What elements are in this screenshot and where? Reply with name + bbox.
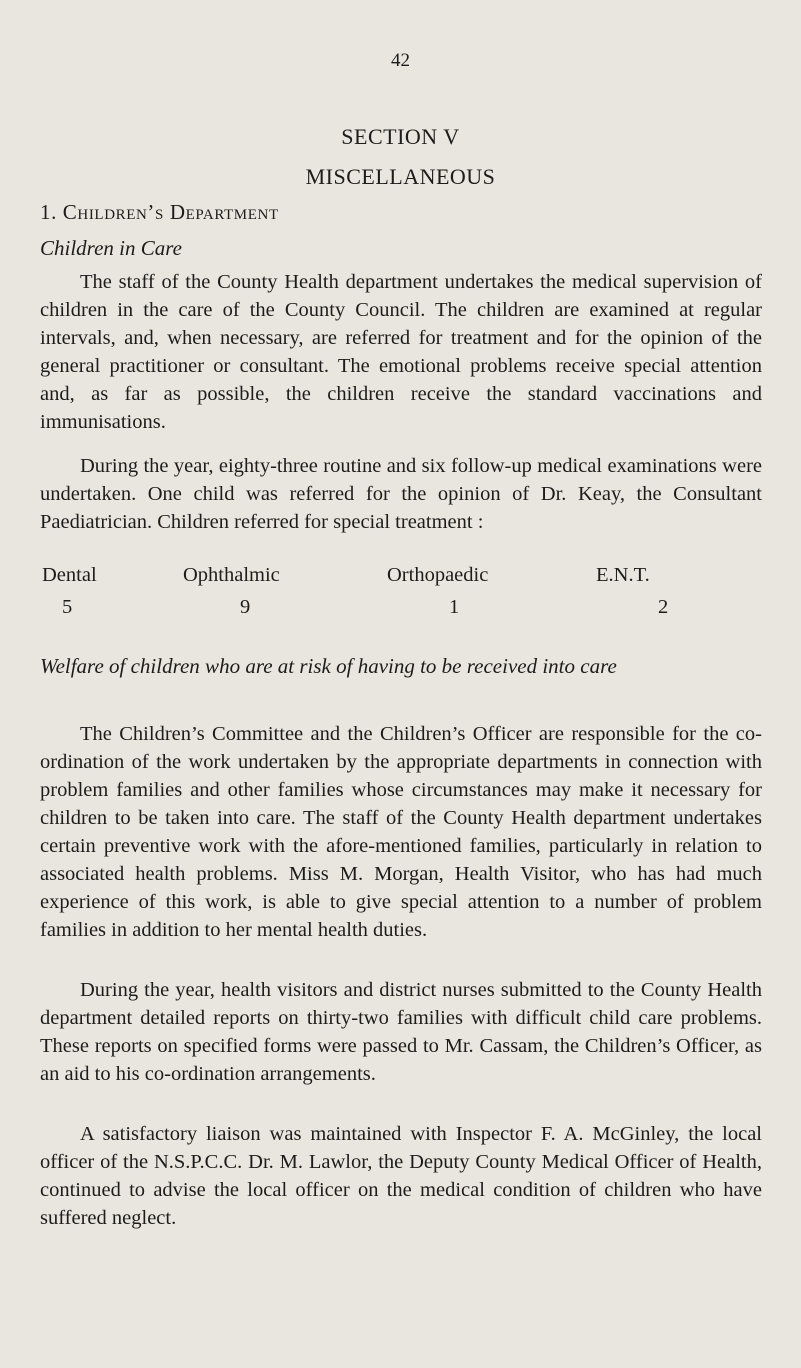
table-value-dental: 5 [62, 596, 73, 618]
treatment-table [40, 564, 762, 628]
table-value-ent: 2 [658, 596, 669, 618]
table-value-orthopaedic: 1 [449, 596, 460, 618]
table-value-ophthalmic: 9 [240, 596, 251, 618]
section-subtitle: MISCELLANEOUS [305, 164, 496, 189]
treatment-table-header-row [40, 564, 762, 596]
department-heading: 1. Children’s Department [40, 200, 279, 224]
children-in-care-subheading: Children in Care [40, 236, 182, 260]
table-header-ent: E.N.T. [596, 564, 650, 586]
paragraph-childrens-committee: The Children’s Committee and the Children’s Officer are responsible for the co-ordination of the work undertaken by the appropriate departments in connection with problem families and other families whose circumstances may make it necessary for children to be taken into care. The staff of the County Health department undertakes certain preventive work with the afore-mentioned families, particularly in relation to associated health problems. Miss M. Morgan, Health Visitor, who has had much experience of this work, is able to give special attention to a number of problem families in addition to her mental health duties. [40, 723, 762, 941]
table-header-ophthalmic: Ophthalmic [183, 564, 280, 586]
welfare-subheading: Welfare of children who are at risk of having to be received into care [40, 654, 617, 678]
treatment-table-value-row [40, 596, 762, 628]
paragraph-examinations: During the year, eighty-three routine and six follow-up medical examinations were undertaken. One child was referred for the opinion of Dr. Keay, the Consultant Paediatrician. Children referred for special treatment : [40, 455, 762, 533]
page-number: 42 [391, 50, 410, 71]
paragraph-medical-supervision: The staff of the County Health department undertakes the medical supervision of children in the care of the County Council. The children are examined at regular intervals, and, when necessary, are referred for treatment and for the opinion of the general practitioner or consultant. The emotional problems receive special attention and, as far as possible, the children receive the standard vaccinations and immunisations. [40, 271, 762, 433]
paragraph-nspcc-liaison: A satisfactory liaison was maintained with Inspector F. A. McGinley, the local officer of the N.S.P.C.C. Dr. M. Lawlor, the Deputy County Medical Officer of Health, continued to advise the local officer on the medical condition of children who have suffered neglect. [40, 1123, 762, 1229]
section-title: SECTION V [341, 124, 460, 149]
table-header-orthopaedic: Orthopaedic [387, 564, 489, 586]
table-header-dental: Dental [42, 564, 97, 586]
paragraph-health-visitor-reports: During the year, health visitors and district nurses submitted to the County Health department detailed reports on thirty-two families with difficult child care problems. These reports on specified forms were passed to Mr. Cassam, the Children’s Officer, as an aid to his co-ordination arrangements. [40, 979, 762, 1085]
